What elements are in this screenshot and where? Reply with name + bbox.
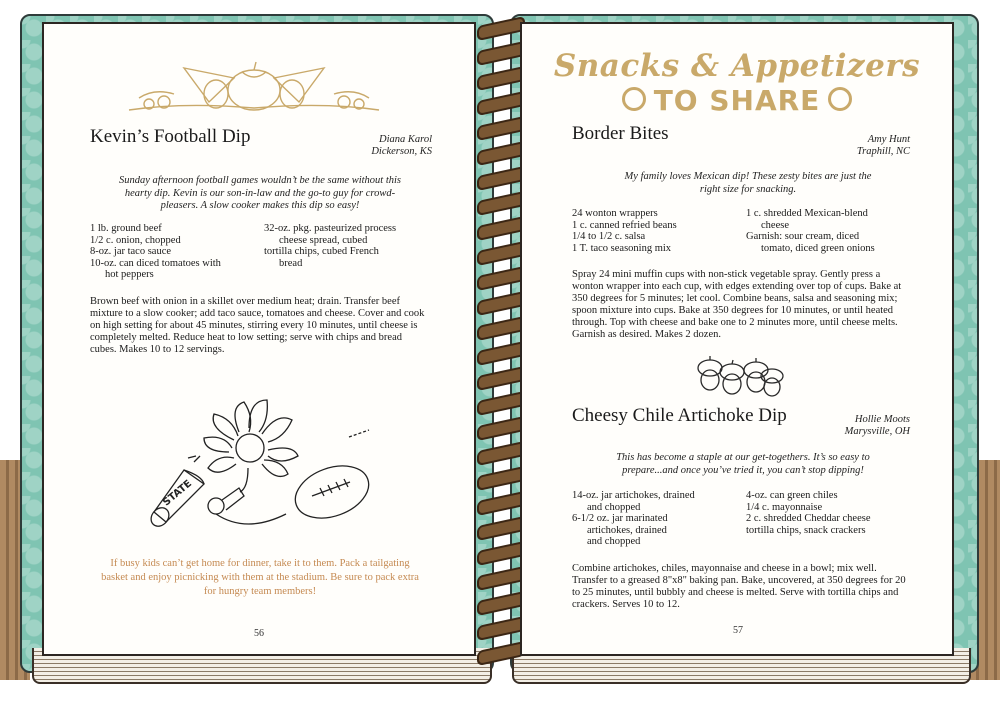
ingredient: 10-oz. can diced tomatoes with — [90, 257, 221, 269]
ingredient: cheese — [761, 219, 789, 231]
page-number: 56 — [254, 628, 264, 639]
spiral-coil — [477, 16, 525, 41]
tip-text: If busy kids can’t get home for dinner, take it to them. Pack a tailgating basket and enjoy picnicking with them at the stadium. Be sure to pack extra for hungry team members! — [101, 558, 419, 597]
ingredient: 8-oz. jar taco sauce — [90, 246, 172, 257]
ingredient: hot peppers — [105, 269, 154, 280]
recipe-author-block — [770, 134, 910, 158]
recipe-author: Hollie Moots — [854, 414, 910, 425]
ingredient: 24 wonton wrappers — [572, 208, 658, 219]
ingredient: 1/4 to 1/2 c. salsa — [572, 231, 646, 242]
apple-icon — [622, 87, 646, 111]
ingredient: and chopped — [587, 501, 641, 513]
recipe-intro: Sunday afternoon football games wouldn’t be the same without this hearty dip. Kevin is our son-in-law and the go-to guy for crowd-pleasers. A slow cooker makes this dip so easy! — [118, 175, 402, 211]
recipe-author: Diana Karol — [379, 134, 432, 145]
section-heading-line2-block — [542, 84, 932, 117]
spiral-coil — [477, 566, 525, 591]
spiral-coil — [477, 441, 525, 466]
ingredient: 1 c. shredded Mexican-blend — [746, 208, 868, 219]
spiral-coil — [477, 141, 525, 166]
left-page — [42, 22, 476, 656]
ingredient: 1/2 c. onion, chopped — [90, 234, 181, 246]
ingredient: 1 c. canned refried beans — [572, 219, 677, 231]
spiral-coil — [477, 91, 525, 116]
megaphone-label: STATE — [161, 478, 195, 509]
ingredient: artichokes, drained — [587, 524, 667, 536]
spiral-coil — [477, 266, 525, 291]
football-pompom-megaphone-icon — [144, 392, 374, 532]
apple-icon — [828, 87, 852, 111]
recipe-intro: My family loves Mexican dip! These zesty bites are just the right size for snacking. — [624, 171, 872, 195]
ingredient: and chopped — [587, 536, 641, 547]
spiral-coil — [477, 116, 525, 141]
recipe-title: Cheesy Chile Artichoke Dip — [572, 405, 787, 426]
spiral-coil — [477, 291, 525, 316]
recipe-intro: This has become a staple at our get-togethers. It’s so easy to prepare...and once you’ve tried it, you can’t stop dipping! — [616, 452, 870, 476]
ingredients-column-1 — [90, 223, 270, 281]
harvest-vegetables-icon — [124, 58, 384, 118]
ingredient: 1/4 c. mayonnaise — [746, 501, 823, 513]
ingredient: 4-oz. can green chiles — [746, 490, 838, 501]
section-heading-line1: Snacks & Appetizers — [553, 48, 921, 84]
spiral-coil — [477, 316, 525, 341]
recipe-directions: Spray 24 mini muffin cups with non-stick vegetable spray. Gently press a wonton wrapper into each cup, with edges extending over top of cups. Bake at 350 degrees for 5 minutes; let cool. Combine beans, salsa and seasoning mix; spoon mixture into cups. Bake at 350 degrees for 10 minutes, or until heated through. Top with cheese and bake one to 2 minutes more, until cheese melts. Garnish as desired. Makes 2 dozen. — [572, 269, 902, 340]
ingredient: 32-oz. pkg. pasteurized process — [264, 223, 397, 234]
ingredients-column-1 — [572, 208, 752, 254]
spiral-coil — [477, 166, 525, 191]
spiral-coil — [477, 241, 525, 266]
spiral-coil — [477, 641, 525, 666]
ingredient: bread — [279, 257, 303, 269]
whistle — [208, 488, 286, 524]
spiral-coil — [477, 391, 525, 416]
ingredients-column-2 — [264, 223, 444, 269]
spiral-coil — [477, 366, 525, 391]
ingredient: tortilla chips, snack crackers — [746, 524, 866, 536]
spiral-coil — [477, 516, 525, 541]
ingredient: 1 lb. ground beef — [90, 223, 162, 234]
ingredients-column-2 — [746, 490, 936, 536]
spiral-coil — [477, 541, 525, 566]
ingredient: tomato, diced green onions — [761, 242, 875, 254]
ingredient: tortilla chips, cubed French — [264, 246, 379, 257]
spiral-coil — [477, 491, 525, 516]
recipe-location: Marysville, OH — [844, 426, 910, 437]
football — [288, 430, 374, 528]
ingredient: 1 T. taco seasoning mix — [572, 242, 672, 254]
recipe-author-block — [770, 414, 910, 438]
spiral-coil — [477, 416, 525, 441]
ingredients-column-1 — [572, 490, 752, 548]
spiral-binding — [477, 15, 521, 680]
recipe-author-block — [292, 134, 432, 158]
ingredient: 14-oz. jar artichokes, drained — [572, 490, 695, 501]
recipe-location: Traphill, NC — [856, 146, 910, 157]
ingredient: 6-1/2 oz. jar marinated — [572, 513, 668, 524]
recipe-directions: Combine artichokes, chiles, mayonnaise and cheese in a bowl; mix well. Transfer to a greased 8"x8" baking pan. Bake, uncovered, at 350 degrees for 20 to 25 minutes, until bubbly and cheese is melted. Serve with tortilla chips and crackers. Serves 10 to 12. — [572, 563, 906, 610]
ingredient: 2 c. shredded Cheddar cheese — [746, 513, 871, 524]
section-heading-line2: TO SHARE — [653, 84, 821, 117]
page-number: 57 — [733, 625, 743, 636]
recipe-title: Border Bites — [572, 123, 669, 144]
right-page — [520, 22, 954, 656]
acorns-icon — [694, 354, 786, 400]
pompom — [204, 400, 298, 492]
spiral-coil — [477, 191, 525, 216]
ingredients-column-2 — [746, 208, 926, 254]
recipe-title: Kevin’s Football Dip — [90, 126, 251, 147]
spiral-coil — [477, 216, 525, 241]
spiral-coil — [477, 41, 525, 66]
ingredient: Garnish: sour cream, diced — [746, 231, 860, 242]
spiral-coil — [477, 616, 525, 641]
ingredient: cheese spread, cubed — [279, 234, 368, 246]
spiral-coil — [477, 466, 525, 491]
spiral-coil — [477, 591, 525, 616]
recipe-location: Dickerson, KS — [371, 146, 432, 157]
recipe-author: Amy Hunt — [867, 134, 910, 145]
spiral-coil — [477, 341, 525, 366]
spiral-coil — [477, 66, 525, 91]
recipe-directions: Brown beef with onion in a skillet over medium heat; drain. Transfer beef mixture to a slow cooker; add taco sauce, tomatoes and cheese. Cover and cook on high setting for about 45 minutes, stirring every 10 minutes, until cheese is completely melted. Reduce heat to low setting; serve with chips and bread cubes. Makes 10 to 12 servings. — [90, 296, 425, 355]
